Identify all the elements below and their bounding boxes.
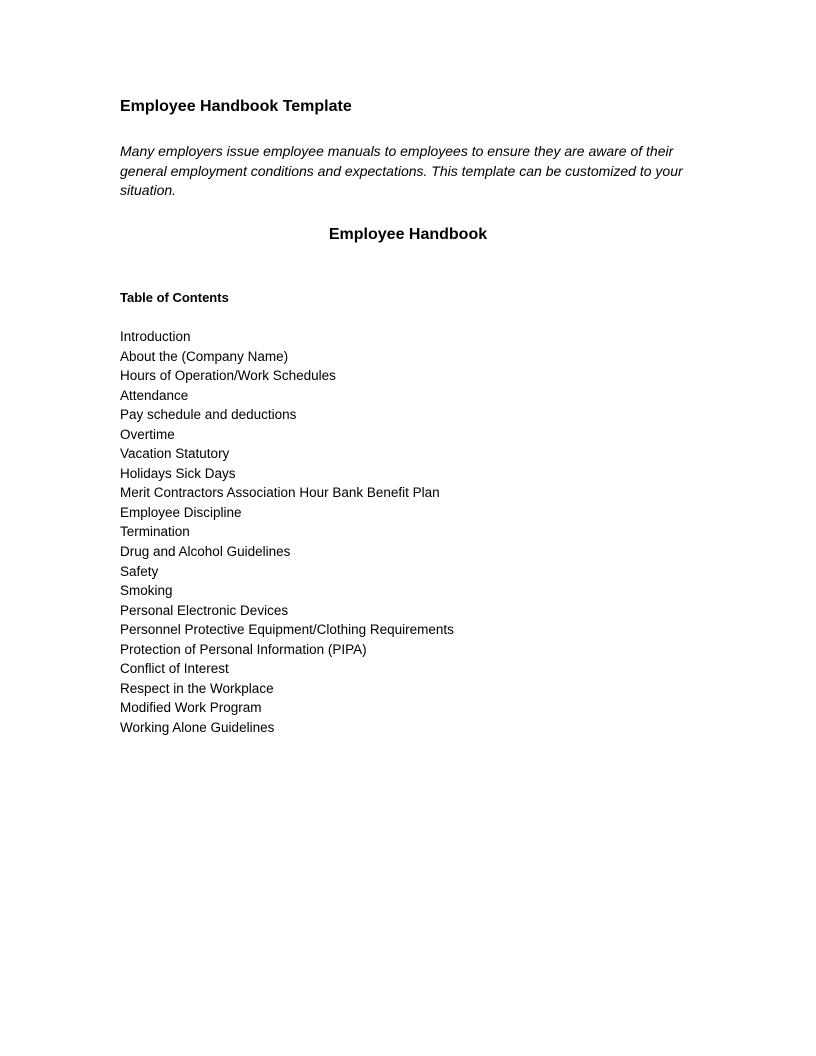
toc-item-electronic-devices: Personal Electronic Devices <box>120 602 289 618</box>
toc-item-conflict-of-interest: Conflict of Interest <box>120 661 229 677</box>
toc-item-protective-equipment: Personnel Protective Equipment/Clothing Requirements <box>120 622 454 638</box>
toc-heading: Table of Contents <box>120 290 229 305</box>
toc-item-attendance: Attendance <box>120 387 189 403</box>
toc-item-hours-of-operation: Hours of Operation/Work Schedules <box>120 368 336 384</box>
handbook-heading: Employee Handbook <box>328 226 488 243</box>
toc-item-vacation-statutory: Vacation Statutory <box>120 446 230 462</box>
toc-item-employee-discipline: Employee Discipline <box>120 504 242 520</box>
toc-item-about-company: About the (Company Name) <box>120 348 289 364</box>
toc-item-termination: Termination <box>120 524 190 540</box>
document-title: Employee Handbook Template <box>120 98 352 115</box>
toc-item-respect-workplace: Respect in the Workplace <box>120 680 274 696</box>
toc-item-pay-schedule: Pay schedule and deductions <box>120 407 297 423</box>
toc-item-introduction: Introduction <box>120 329 191 344</box>
toc-item-personal-information: Protection of Personal Information (PIPA) <box>120 641 367 657</box>
toc-item-smoking: Smoking <box>120 583 173 599</box>
toc-item-overtime: Overtime <box>120 426 175 442</box>
intro-paragraph: Many employers issue employee manuals to employees to ensure they are aware of their general employment conditions and expectations. This template can be customized to your situation. <box>120 143 683 198</box>
toc-item-working-alone: Working Alone Guidelines <box>120 719 275 735</box>
toc-item-drug-alcohol: Drug and Alcohol Guidelines <box>120 544 291 560</box>
toc-item-holidays-sick-days: Holidays Sick Days <box>120 465 236 481</box>
toc-item-hour-bank-benefit-plan: Merit Contractors Association Hour Bank Benefit Plan <box>120 485 440 501</box>
toc-item-modified-work: Modified Work Program <box>120 700 262 716</box>
toc-item-safety: Safety <box>120 563 159 579</box>
toc-list <box>120 327 454 737</box>
